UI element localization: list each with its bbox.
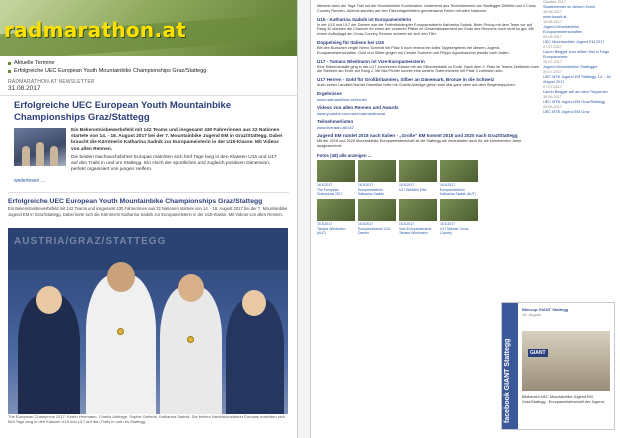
photo-caption: The European Champions 2017: Kerrin Herrmann, Charlie Aldridge, Sophie Gebens, Katharina Sadnik. Die beiden Nachwuchsfahrer Europas matchten sich fünf Tage lang in den Klassen U15 und U17 auf den Trails in und um Stattegg. bbox=[8, 414, 285, 425]
article-section bbox=[317, 17, 539, 37]
person-head bbox=[178, 274, 204, 302]
section-heading: U15 - Katharina Sadnik ist Europameisterin bbox=[317, 16, 412, 22]
sidebar-item-date: 30.06.2017 bbox=[543, 95, 563, 99]
bullet-icon bbox=[8, 70, 11, 73]
gallery-date: 16.8.2017 bbox=[399, 221, 415, 226]
section-heading: U17 - Tamara Wiedmann ist Vize-Europameisterin bbox=[317, 58, 425, 64]
gallery-item[interactable] bbox=[317, 199, 355, 235]
gallery-thumbnail bbox=[399, 199, 437, 221]
bullet-icon bbox=[8, 62, 11, 65]
facebook-post-text: Bildbericht UEC Mountainbike Jugend EM Graz/Stattegg - Europameisterschaft der Jugend. bbox=[522, 395, 605, 404]
sidebar-item-label: UEC MTB Jugend EM Stattegg, 14. - 18. August 2017 bbox=[543, 75, 612, 84]
rider-figure bbox=[50, 146, 58, 166]
sidebar-item-date: 27.07.2017 bbox=[543, 45, 563, 49]
gallery-thumbnail bbox=[399, 160, 437, 182]
article-section bbox=[317, 59, 539, 75]
section-heading: Doppelsieg für Italiens bei U15 bbox=[317, 39, 384, 45]
teaser-body: Die beiden Nachwuchsfahrer Europas matchten sich fünf Tage lang in den Klassen U15 und U17 auf den Trails in und um Stattegg. Ein Hoch der sportlichen und zugleich positiven Dimension, perfekt organisiert von jungen Helfern. bbox=[71, 154, 277, 173]
gallery-thumbnail bbox=[440, 199, 478, 221]
gallery-thumbnail bbox=[358, 160, 396, 182]
sidebar-item[interactable] bbox=[543, 20, 615, 35]
section-text: In der U15 und U17 der Damen war der Freiheitskämpfer Europameisterin Katharina Sadnik. Beim Prolog mit dem Team vor auf Rang 32 standen die Chancen für einen der vorderen Plätze im Gesamtklassement am Ende des Rennens noch nicht so gut. Mit einem Aufholjagd am Cross Country Rennen sicherte sie sich den Titel. bbox=[317, 22, 534, 37]
photos-heading[interactable]: Fotos (48) alle anzeigen ... bbox=[317, 152, 372, 158]
gallery-thumbnail bbox=[317, 199, 355, 221]
article-intro: Ein Bekenntnisbewerbsfeld mit 142 Teams und insgesamt 430 Fahrerinnen aus 22 Nationen startete von 14. - 18. August 2017 bei der 7. Mountainbike Jugend EM in Graz/Stattegg. Dabei kürte sich die Kärntnerin Katharina Sadnik zur Europameisterin in der U15-Klasse. Mit Videos von allen Rennen. bbox=[8, 206, 288, 217]
sidebar-item[interactable] bbox=[543, 45, 615, 60]
section-text: Auch seiner Landtitel Harriet Gamellan holte mit Charlie Aldridge gleich zwei Mal ganz oben auf dem Siegertreppchen. bbox=[317, 83, 516, 88]
teaser-text bbox=[71, 128, 283, 173]
nav-item-label: Aktuelle Termine bbox=[14, 60, 55, 66]
gallery-desc: Europameisterin U15 Damen bbox=[358, 226, 390, 235]
sidebar-item[interactable] bbox=[543, 85, 615, 95]
gallery-item[interactable] bbox=[440, 160, 478, 196]
medal-icon bbox=[117, 328, 124, 335]
gallery-date: 16.8.2017 bbox=[440, 182, 456, 187]
facebook-side-label: facebook GIANT Stattegg bbox=[504, 338, 511, 423]
newsletter-label: RADMARATHON.AT NEWSLETTER bbox=[8, 79, 95, 85]
facebook-page-name[interactable]: Bikecup GIANT Stattegg bbox=[522, 307, 569, 312]
sidebar-item[interactable] bbox=[543, 60, 615, 70]
sidebar-item-date: 16.08.2017 bbox=[543, 10, 563, 14]
gallery-thumbnail bbox=[317, 160, 355, 182]
gallery-item[interactable] bbox=[440, 199, 478, 235]
sidebar-item[interactable] bbox=[543, 10, 615, 20]
sidebar-item-label: Jugend Mountainbike Stattegger bbox=[543, 65, 598, 69]
em-section-text: Mit der 2018 und 2020 Mountainbike Europameisterschaft ist die Stattegg als Veranstalter auch für die kommenden Jahre ausgezeichnet. bbox=[317, 138, 522, 148]
rider-figure bbox=[36, 142, 44, 166]
header-banner bbox=[0, 0, 297, 56]
sidebar-item-date: 20.07.2017 bbox=[543, 70, 563, 74]
gallery-desc: Europameisterin Katharina Sadnik (AUT) bbox=[440, 187, 476, 196]
newsletter-page-right bbox=[310, 0, 620, 438]
nav-item-em-article[interactable] bbox=[8, 68, 289, 76]
article-teaser bbox=[0, 125, 297, 176]
gallery-date: 16.8.2017 bbox=[358, 182, 374, 187]
gallery-desc: Tamara Wiedmann (AUT) bbox=[317, 226, 346, 235]
gallery-item[interactable] bbox=[399, 160, 437, 196]
videos-link[interactable]: www.youtube.com/user/radmarathonat bbox=[317, 110, 386, 116]
article-section bbox=[317, 77, 539, 88]
news-sidebar bbox=[543, 0, 615, 115]
sidebar-item[interactable] bbox=[543, 35, 615, 45]
divider bbox=[8, 192, 289, 193]
gallery-item[interactable] bbox=[399, 199, 437, 235]
article-section bbox=[317, 40, 539, 56]
gallery-desc: U17 Weiblich Elite bbox=[399, 187, 427, 192]
person-head bbox=[36, 286, 62, 314]
gallery-date: 16.8.2017 bbox=[317, 182, 333, 187]
section-text: Eine Silbermedaille ging in der U17 Juniorinnen Klasse mit der Silbermedaille zu Ende. Nach dem 2. Platz im Teams Zeitfahren kam die Steirerin am Ende auf Rang 2. Mit Mia Pichler konnte eine weitere Österreicherin mit Platz 3 zufrieden sein. bbox=[317, 64, 539, 74]
article-title: Erfolgreiche UEC European Youth Mountainbike Championships Graz/Stattegg bbox=[8, 198, 263, 206]
sidebar-item-date: 09.08.2017 bbox=[543, 35, 563, 39]
facebook-post-time: 16. August bbox=[522, 312, 541, 317]
sidebar-item-label: UEC MTB Jugend EM Graz bbox=[543, 110, 590, 114]
facebook-image-tag: GIANT bbox=[530, 350, 546, 356]
nav-item-termine[interactable] bbox=[8, 60, 289, 68]
sidebar-item-date: 07.07.2017 bbox=[543, 85, 563, 89]
podium-photo bbox=[8, 228, 288, 414]
gallery-desc: Vize-Europameisterin Tamara Wiedmann bbox=[399, 226, 432, 235]
article-thumbnail[interactable] bbox=[14, 128, 66, 166]
sidebar-item-date: 24.06.2017 bbox=[543, 105, 563, 109]
gallery-thumbnail bbox=[440, 160, 478, 182]
gallery-thumbnail bbox=[358, 199, 396, 221]
sidebar-item[interactable] bbox=[543, 70, 615, 85]
person-figure bbox=[160, 286, 222, 414]
videos-heading: Videos von allen Rennen und Awards bbox=[317, 104, 399, 110]
facebook-side-tab bbox=[502, 303, 518, 429]
sidebar-item[interactable] bbox=[543, 0, 615, 10]
em-section-heading: Jugend EM rundet 2018 nach Italien - „Große“ EM kommt 2018 und 2020 nach Graz/Stattegg bbox=[317, 132, 518, 138]
site-logo[interactable]: radmarathon.at bbox=[4, 18, 187, 42]
backdrop-text: AUSTRIA/GRAZ/STATTEGG bbox=[14, 236, 167, 247]
sidebar-item-label: www.boaslt.at bbox=[543, 15, 567, 19]
gallery-desc: Europameisterin Katharina Sadnik bbox=[358, 187, 384, 196]
facebook-post-header bbox=[522, 307, 610, 317]
sidebar-item-label: Jugend Mountainbike Europameisterschaften bbox=[543, 25, 583, 34]
participants-link[interactable]: www.liveradio.at/142 bbox=[317, 124, 354, 130]
results-link[interactable]: www.radmarathon.at/results bbox=[317, 96, 367, 102]
sidebar-item-label: UEC MTB Jugend EM Graz/Stattegg bbox=[543, 100, 605, 104]
sidebar-item-label: Laurin Bleggar will am dem Treppchen bbox=[543, 90, 608, 94]
gallery-date: 16.8.2017 bbox=[317, 221, 333, 226]
gallery-date: 16.8.2017 bbox=[440, 221, 456, 226]
article-headline[interactable]: Erfolgreiche UEC European Youth Mountainbike Championships Graz/Stattegg bbox=[14, 100, 232, 123]
person-figure bbox=[86, 274, 156, 414]
sidebar-item-label: Staatsmeister zu diesem Event bbox=[543, 5, 596, 9]
photo-gallery bbox=[317, 160, 539, 235]
gallery-desc: U17 Männer Cross Country bbox=[440, 226, 469, 235]
facebook-post-image[interactable] bbox=[522, 331, 610, 391]
person-head bbox=[107, 262, 135, 292]
rider-figure bbox=[22, 146, 30, 166]
person-head bbox=[242, 290, 266, 316]
facebook-widget[interactable] bbox=[501, 302, 615, 430]
nav-item-label: Erfolgreiche UEC European Youth Mountainbike Championships Graz/Stattegg bbox=[14, 67, 207, 74]
sidebar-item-label: Laurin Bleggar zum dritten Mal in Folge Europameister bbox=[543, 50, 610, 59]
medal-icon bbox=[187, 336, 194, 343]
newsletter-page-left bbox=[0, 0, 298, 438]
nav-links bbox=[0, 56, 297, 77]
article-body bbox=[317, 4, 539, 235]
results-heading: Ergebnisse bbox=[317, 90, 342, 96]
section-text: Bei den Burschen zeigte Nemo Schmidt mit Platz 6 noch einmal ein tolles Tagesergebnis bei diesem Jugend-Europameisterschaften. Gold und Silber gingen mit Cesare Sorbone und Filippo Agostinacchio jeweils nach Italien. bbox=[317, 45, 510, 55]
read-more-link[interactable]: weiterlesen ... bbox=[14, 178, 45, 185]
sidebar-item-date: Oktober 2017 bbox=[543, 0, 567, 4]
sidebar-item[interactable] bbox=[543, 105, 615, 115]
article-intro-text: Mitverst dann der Tage Trail mit der Mountainbike Kombination, bestehend aus Technikbewerb am Stattegger Dirtfield und 4 Cross Country Rennen. Abends standen auf den Fahrerlagerfeldern gemeinsame Feiern mit allen Nationen. bbox=[317, 4, 536, 13]
section-heading: U17 Herren - Gold für Großbritannien, Silber an Dänemark, Bronze in die Schweiz bbox=[317, 77, 495, 83]
gallery-date: 16.8.2017 bbox=[358, 221, 374, 226]
gallery-desc: The European Champions 2017 bbox=[317, 187, 343, 196]
participants-heading: Teilnehmerlisten bbox=[317, 118, 354, 124]
gallery-item[interactable] bbox=[358, 199, 396, 235]
sidebar-item-date: 16.08.2017 bbox=[543, 20, 563, 24]
gallery-item[interactable] bbox=[358, 160, 396, 196]
photo-backdrop bbox=[8, 228, 288, 270]
issue-date: 31.08.2017 bbox=[0, 85, 297, 96]
gallery-item[interactable] bbox=[317, 160, 355, 196]
sidebar-item[interactable] bbox=[543, 95, 615, 105]
gallery-date: 16.8.2017 bbox=[399, 182, 415, 187]
sidebar-item-label: UEC Mountainbike Jugend EM 2017 bbox=[543, 40, 605, 44]
sidebar-item-date: 26.07.2017 bbox=[543, 60, 563, 64]
teaser-lead: Ein Bekenntnisbewerbsfeld mit 142 Teams und insgesamt 430 Fahrerinnen aus 22 Nationen startete von 14. - 18. August 2017 bei der 7. Mountainbike Jugend EM in Graz/Stattegg. Dabei braucht die Kärntnerin Katharina Sadnik zur Europameisterin in der U15-Klasse. Mit Videos von allen Rennen. bbox=[71, 128, 283, 152]
